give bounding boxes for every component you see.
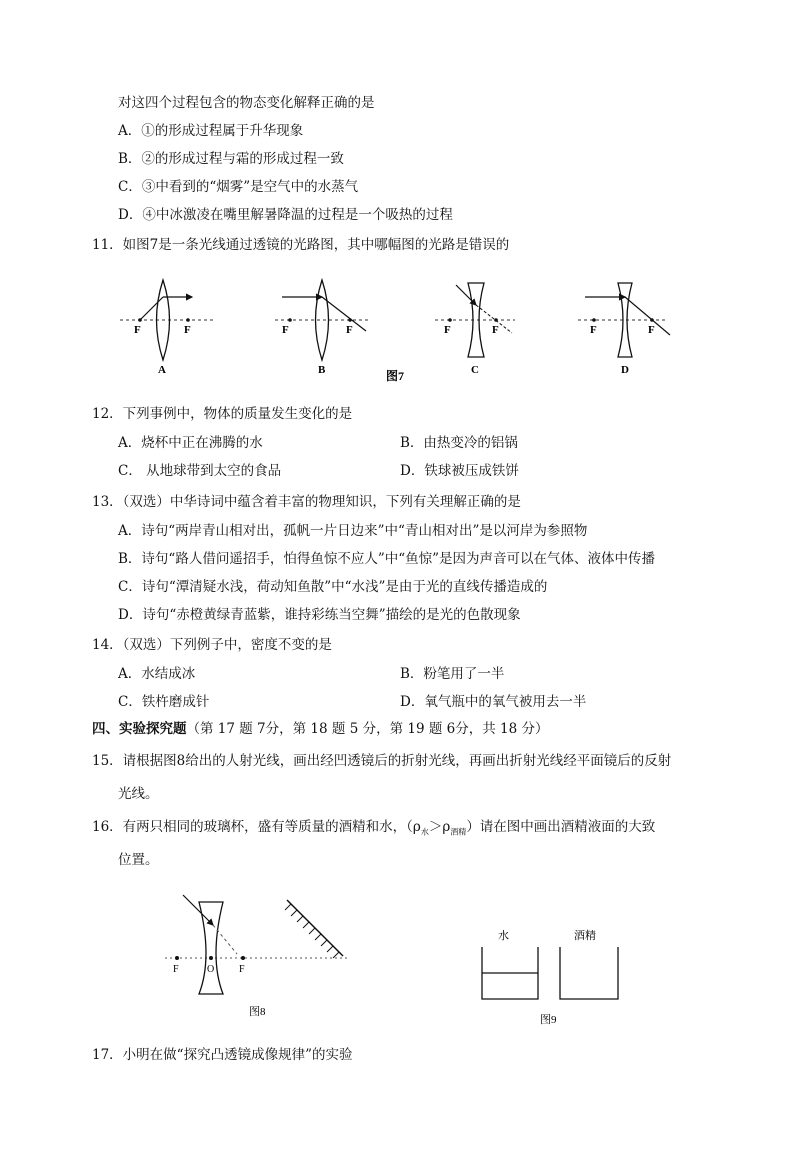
q16-sub-alcohol: 酒精 — [450, 827, 467, 837]
fig8-center-o: O — [207, 964, 215, 975]
fig7-c-focus-right: F — [492, 324, 499, 336]
fig8-caption: 图8 — [249, 1006, 266, 1018]
fig7-d-focus-right: F — [648, 324, 655, 336]
q16-gt: ＞ρ — [428, 819, 451, 835]
q14-option-b: B．粉笔用了一半 — [400, 666, 505, 682]
fig7-label-b: B — [318, 364, 326, 376]
fig7-d-focus-left: F — [590, 324, 597, 336]
fig7-label-d: D — [621, 364, 629, 376]
q15-line-1: 15．请根据图8给出的人射光线，画出经凹透镜后的折射光线，再画出折射光线经平面镜后的反射 — [92, 753, 672, 769]
q14-stem: 14．（双选）下列例子中，密度不变的是 — [92, 637, 332, 653]
q13-stem: 13．（双选）中华诗词中蕴含着丰富的物理知识，下列有关理解正确的是 — [92, 494, 521, 510]
fig7-caption: 图7 — [386, 369, 405, 383]
q14-option-d: D．氧气瓶中的氧气被用去一半 — [400, 694, 587, 710]
q10-option-c: C．③中看到的“烟雾”是空气中的水蒸气 — [118, 179, 359, 195]
q10-option-d: D．④中冰激凌在嘴里解暑降温的过程是一个吸热的过程 — [118, 207, 453, 223]
q14-option-a: A．水结成冰 — [118, 666, 196, 682]
q13-option-d: D．诗句“赤橙黄绿青蓝紫，谁持彩练当空舞”描绘的是光的色散现象 — [118, 607, 521, 623]
fig7-diagram-d — [578, 283, 670, 376]
fig7-a-focus-left: F — [134, 324, 141, 336]
fig7-label-c: C — [471, 364, 479, 376]
q15-line-2: 光线。 — [118, 786, 159, 802]
fig7-a-focus-right: F — [184, 324, 191, 336]
q17-stem: 17．小明在做“探究凸透镜成像规律”的实验 — [92, 1047, 353, 1063]
fig8-focus-right: F — [239, 964, 245, 975]
q13-option-b: B．诗句“路人借问遥招手，怕得鱼惊不应人”中“鱼惊”是因为声音可以在气体、液体中传播 — [118, 551, 656, 567]
q14-option-c: C．铁杵磨成针 — [118, 694, 210, 710]
q16-line-2: 位置。 — [118, 852, 159, 868]
fig7-label-a: A — [158, 364, 166, 376]
fig7-b-focus-left: F — [282, 324, 289, 336]
q13-option-a: A．诗句“两岸青山相对出，孤帆一片日边来”中“青山相对出”是以河岸为参照物 — [118, 523, 588, 539]
fig7-diagram-a — [120, 280, 215, 376]
section-4-title: 四、实验探究题 — [92, 721, 187, 737]
fig7-diagram-b — [275, 280, 370, 376]
fig7-b-focus-right: F — [346, 324, 353, 336]
fig7-diagram-c — [435, 283, 515, 376]
q10-option-b: B．②的形成过程与霜的形成过程一致 — [118, 151, 344, 167]
fig9-label-alcohol: 酒精 — [574, 930, 596, 942]
q13-option-c: C．诗句“潭清疑水浅，荷动知鱼散”中“水浅”是由于光的直线传播造成的 — [118, 579, 548, 595]
section-4-detail: （第 17 题 7分，第 18 题 5 分，第 19 题 6分，共 18 分） — [186, 721, 549, 737]
q11-stem: 11．如图7是一条光线通过透镜的光路图，其中哪幅图的光路是错误的 — [92, 237, 510, 253]
section-4-heading — [92, 720, 548, 738]
fig9-alcohol-cup — [560, 947, 618, 999]
figure-9 — [470, 925, 650, 1030]
q16-sub-water: 水 — [420, 827, 429, 837]
fig9-label-water: 水 — [498, 930, 509, 942]
figure-7 — [100, 275, 700, 385]
q16-text-a: 16．有两只相同的玻璃杯，盛有等质量的酒精和水，（ρ — [92, 819, 421, 835]
q10-option-a: A．①的形成过程属于升华现象 — [118, 123, 304, 139]
q12-option-c: C． 从地球带到太空的食品 — [118, 463, 282, 479]
fig8-focus-left: F — [173, 964, 179, 975]
q16-line-1 — [92, 818, 655, 842]
q12-stem: 12．下列事例中，物体的质量发生变化的是 — [92, 406, 353, 422]
q12-option-b: B．由热变冷的铝锅 — [400, 435, 518, 451]
q12-option-a: A．烧杯中正在沸腾的水 — [118, 435, 263, 451]
q10-stem: 对这四个过程包含的物态变化解释正确的是 — [118, 95, 375, 111]
q16-text-b: ）请在图中画出酒精液面的大致 — [466, 819, 656, 835]
q12-option-d: D．铁球被压成铁饼 — [400, 463, 519, 479]
figure-8 — [165, 890, 365, 1020]
fig9-caption: 图9 — [540, 1014, 557, 1026]
fig7-c-focus-left: F — [444, 324, 451, 336]
